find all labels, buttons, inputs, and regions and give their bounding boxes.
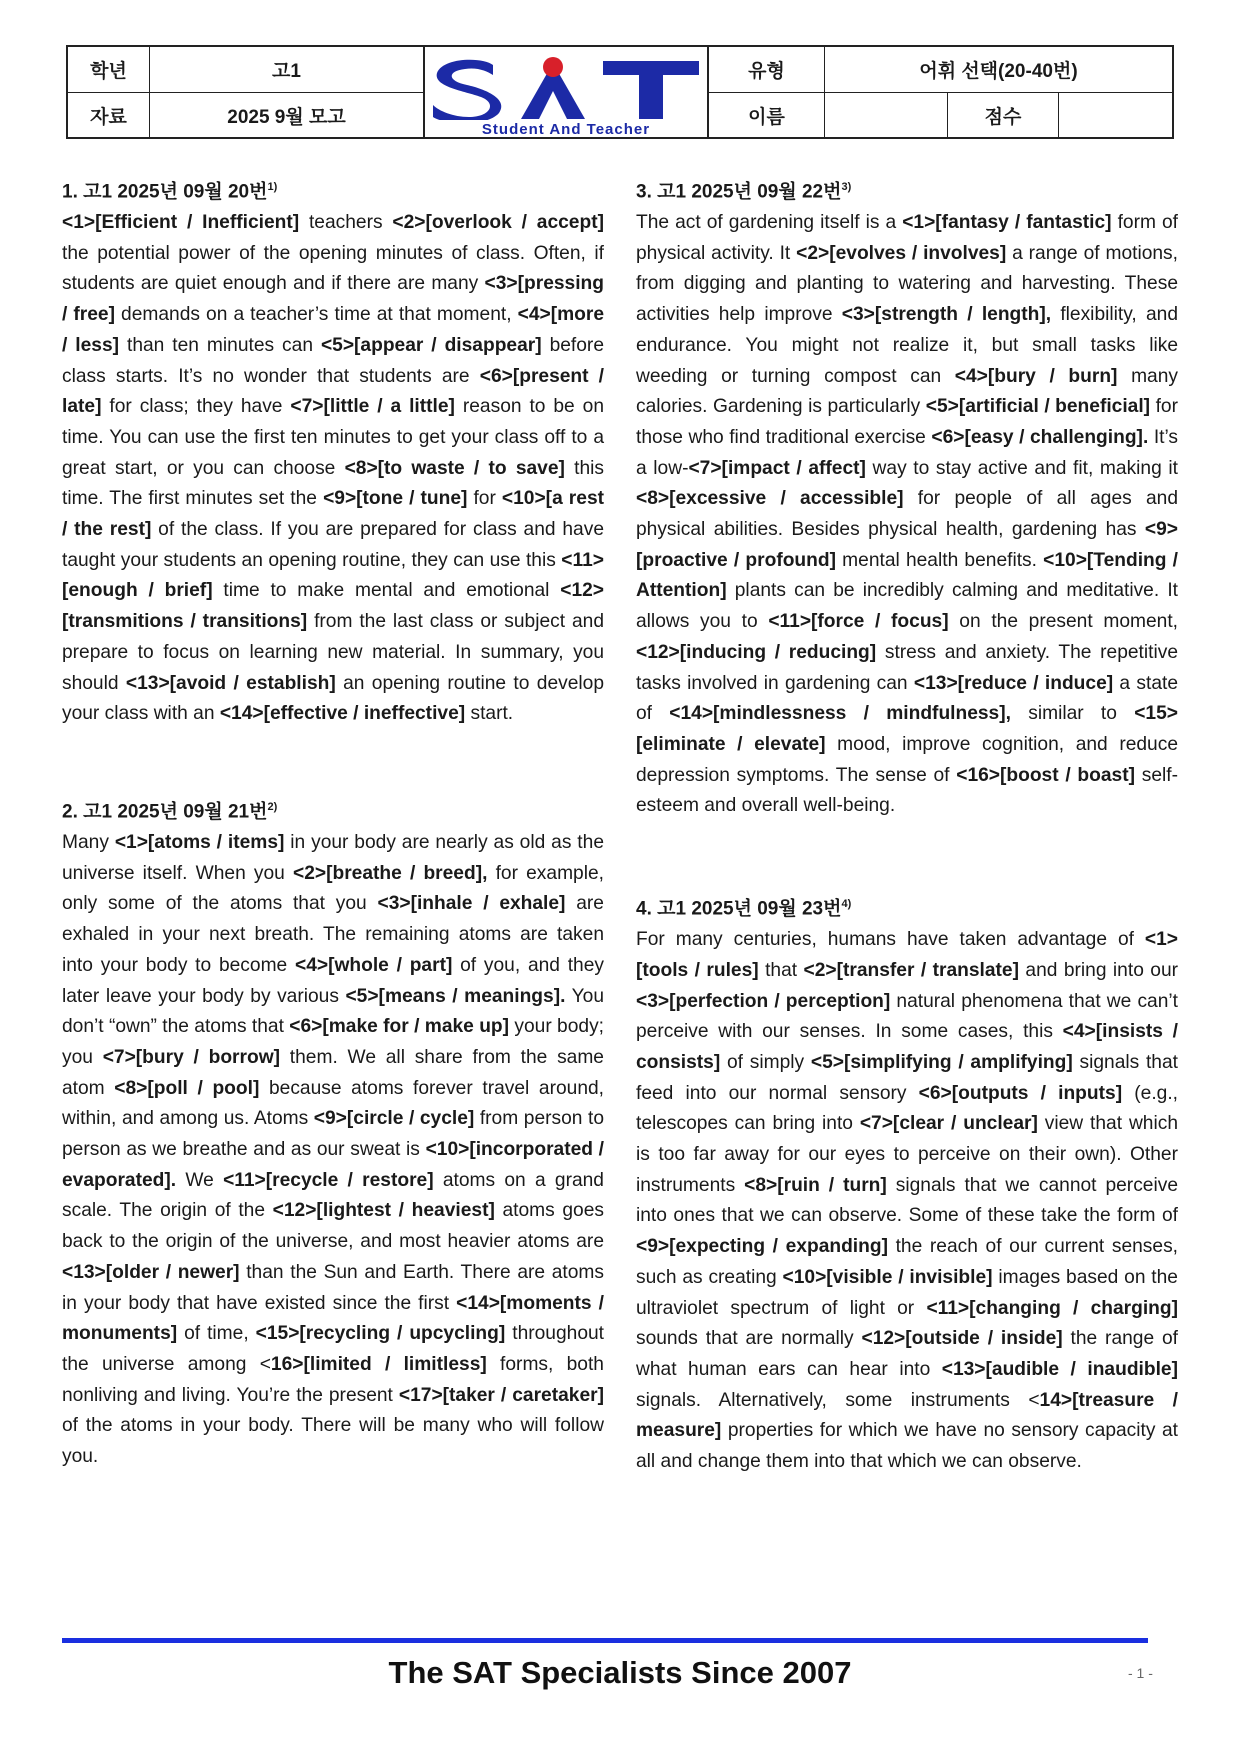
question-title: 4. 고1 2025년 09월 23번$^{4)}$ [636,898,852,920]
question-title: 1. 고1 2025년 09월 20번$^{1)}$ [62,181,278,203]
type-label: 유형 [748,61,785,82]
source-label: 자료 [90,107,127,128]
left-column [62,172,604,1473]
question-passage: For many centuries, humans have taken advantage of <1>[tools / rules] that <2>[transfer / translate] and bring into our <3>[perfection / perception] natural phenomena that we can’t perceive with our senses. In some cases, this <4>[insists / consists] of simply <5>[simplifying / amplifying] signals that feed into our normal sensory <6>[outputs / inputs] (e.g., telescopes can bring into <7>[clear / unclear] view that which is too far away for our eyes to perceive on their own). Other instruments <8>[ruin / turn] signals that we cannot perceive into ones that we can observe. Some of these take the form of <9>[expecting / expanding] the reach of our current senses, such as creating <10>[visible / invisible] images based on the ultraviolet spectrum of light or <11>[changing / charging] sounds that are normally <12>[outside / inside] the range of what human ears can hear into <13>[audible / inaudible] signals. Alternatively, some instruments <14>[treasure / measure] properties for which we have no sensory capacity at all and change them into that which we can observe. [636,929,1179,1473]
question-4 [636,889,1178,1478]
question-passage: The act of gardening itself is a <1>[fantasy / fantastic] form of physical activity. It <2>[evolves / involves] a range of motions, from digging and planting to watering and harvesting. These activities help improve <3>[strength / length], flexibility, and endurance. You might not realize it, but small tasks like weeding or turning compost can <4>[bury / burn] many calories. Gardening is particularly <5>[artificial / beneficial] for those who find traditional exercise <6>[easy / challenging]. It’s a low-<7>[impact / affect] way to stay active and fit, making it <8>[excessive / accessible] for people of all ages and physical abilities. Besides physical health, gardening has <9>[proactive / profound] mental health benefits. <10>[Tending / Attention] plants can be incredibly calming and meditative. It allows you to <11>[force / focus] on the present moment, <12>[inducing / reducing] stress and anxiety. The repetitive tasks involved in gardening can <13>[reduce / induce] a state of <14>[mindlessness / mindfulness], similar to <15>[eliminate / elevate] mood, improve cognition, and reduce depression symptoms. The sense of <16>[boost / boast] self-esteem and overall well-being. [636,212,1179,817]
question-passage: Many <1>[atoms / items] in your body are nearly as old as the universe itself. When you <2>[breathe / breed], for example, only some of the atoms that you <3>[inhale / exhale] are exhaled in your next breath. The remaining atoms are taken into your body to become <4>[whole / part] of you, and they later leave your body by various <5>[means / meanings]. You don’t “own” the atoms that <6>[make for / make up] your body; you <7>[bury / borrow] them. We all share from the same atom <8>[poll / pool] because atoms forever travel around, within, and among us. Atoms <9>[circle / cycle] from person to person as we breathe and as our sweat is <10>[incorporated / evaporated]. We <11>[recycle / restore] atoms on a grand scale. The origin of the <12>[lightest / heaviest] atoms goes back to the origin of the universe, and most heavier atoms are <13>[older / newer] than the Sun and Earth. There are atoms in your body that have existed since the first <14>[moments / monuments] of time, <15>[recycling / upcycling] throughout the universe among <16>[limited / limitless] forms, both nonliving and living. You’re the present <17>[taker / caretaker] of the atoms in your body. There will be many who will follow you. [62,832,605,1468]
logo-tagline: Student And Teacher [481,121,651,137]
question-title: 3. 고1 2025년 09월 22번$^{3)}$ [636,181,852,203]
header-table [66,45,1174,139]
name-field[interactable] [825,93,947,138]
grade-value: 고1 [272,61,301,82]
grade-label: 학년 [90,61,127,82]
type-value: 어휘 선택(20-40번) [919,61,1078,82]
name-label: 이름 [748,107,785,128]
score-field[interactable] [1059,93,1172,138]
footer-slogan: The SAT Specialists Since 2007 [388,1655,852,1690]
question-1 [62,172,604,730]
question-passage: <1>[Efficient / Inefficient] teachers <2>[overlook / accept] the potential power of the opening minutes of class. Often, if students are quiet enough and if there are many <3>[pressing / free] demands on a teacher’s time at that moment, <4>[more / less] than ten minutes can <5>[appear / disappear] before class starts. It’s no wonder that students are <6>[present / late] for class; they have <7>[little / a little] reason to be on time. You can use the first ten minutes to get your class off to a great start, or you can choose <8>[to waste / to save] this time. The first minutes set the <9>[tone / tune] for <10>[a rest / the rest] of the class. If you are prepared for class and have taught your students an opening routine, they can use this <11>[enough / brief] time to make mental and emotional <12>[transmitions / transitions] from the last class or subject and prepare to focus on learning new material. In summary, you should <13>[avoid / establish] an opening routine to develop your class with an <14>[effective / ineffective] start. [62,212,604,725]
score-label: 점수 [984,107,1022,128]
question-title: 2. 고1 2025년 09월 21번$^{2)}$ [62,800,278,823]
sat-logo-graphic [425,47,707,137]
right-column [636,172,1178,1478]
question-3 [636,172,1178,822]
sat-logo [423,47,709,137]
page-number: - 1 - [1128,1665,1153,1681]
question-2 [62,792,604,1473]
source-value: 2025 9월 모고 [227,107,346,128]
footer-rule [62,1638,1148,1643]
